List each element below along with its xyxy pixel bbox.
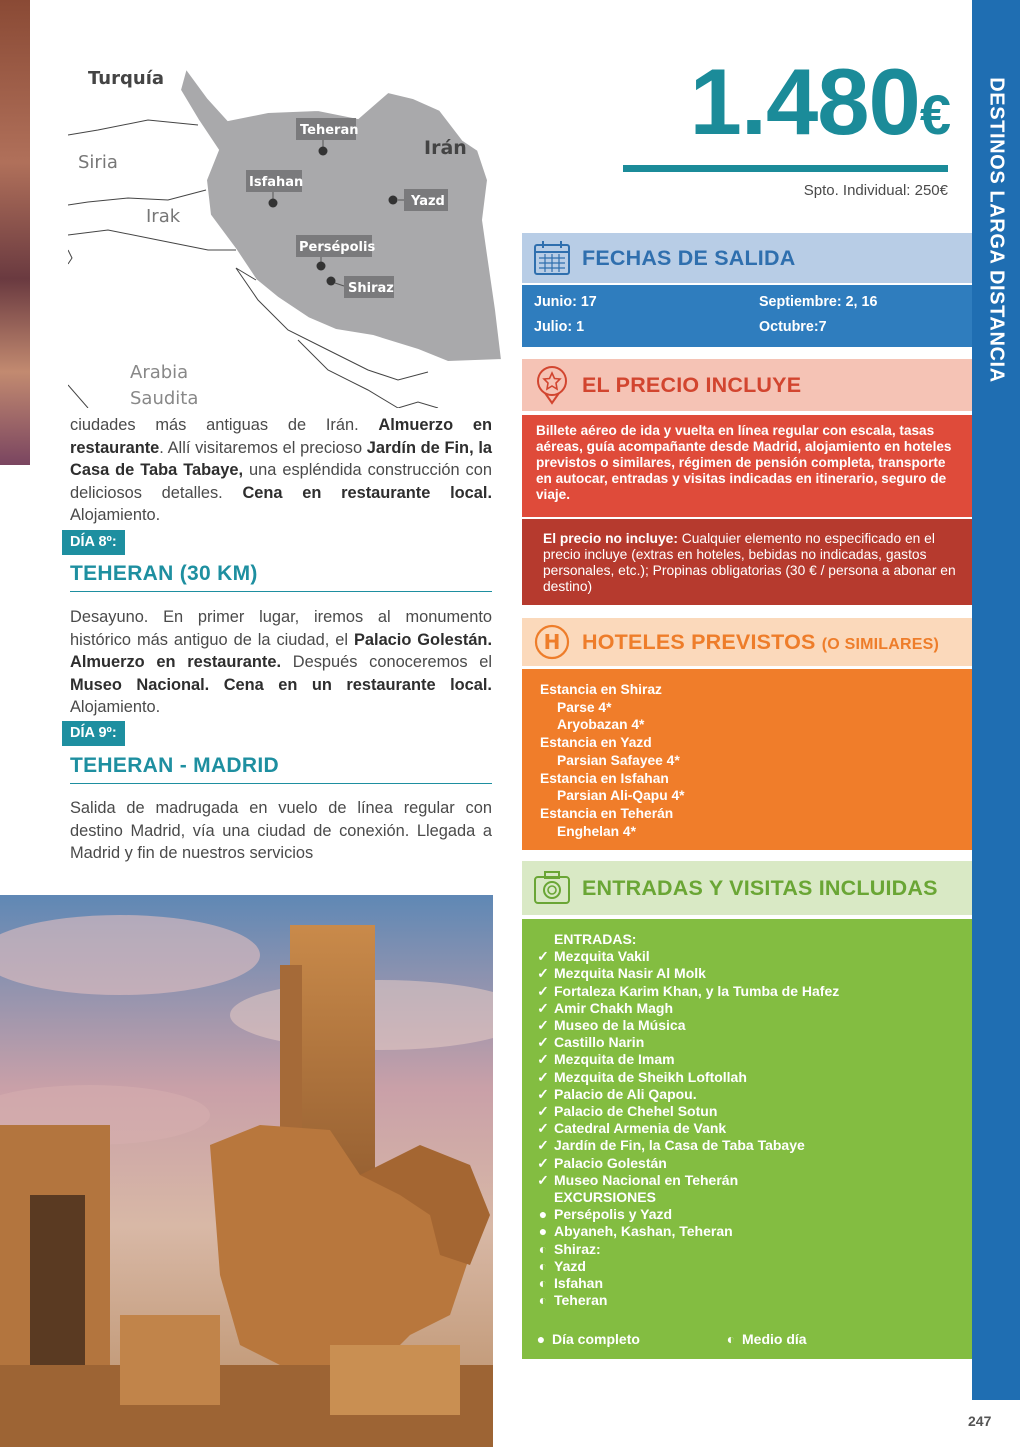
mosque-photo-strip xyxy=(0,0,30,465)
entrada-item-mark: ✓ xyxy=(537,982,549,999)
calendar-icon xyxy=(522,240,582,276)
entrada-item xyxy=(532,1034,962,1051)
entrada-item-text: Mezquita Nasir Al Molk xyxy=(554,965,706,982)
hotel-city: Estancia en Shiraz xyxy=(540,682,662,697)
entrada-item-text: Fortaleza Karim Khan, y la Tumba de Hafez xyxy=(554,982,840,999)
no-incluye-body xyxy=(522,519,972,605)
excursion-item xyxy=(532,1292,962,1309)
entrada-item-mark: ✓ xyxy=(537,1154,549,1171)
excursiones-label-mark xyxy=(532,1189,554,1206)
day8-title: TEHERAN (30 KM) xyxy=(70,562,492,592)
day8-text-1: Desayuno. En primer lugar, iremos al monumento histórico más antiguo de la ciudad, el xyxy=(70,608,492,649)
fechas-body xyxy=(522,285,972,347)
entrada-item xyxy=(532,1017,962,1034)
city-isfahan: Isfahan xyxy=(249,175,304,190)
legend-full-label: Día completo xyxy=(552,1331,640,1347)
entrada-item-text: Jardín de Fin, la Casa de Taba Tabaye xyxy=(554,1137,805,1154)
entrada-item xyxy=(532,1051,962,1068)
fechas-title: FECHAS DE SALIDA xyxy=(582,245,796,270)
entrada-item xyxy=(532,1000,962,1017)
iran-map xyxy=(68,40,508,408)
day8-text-3: Alojamiento. xyxy=(70,698,161,717)
day8-bold-3: Museo Nacional. xyxy=(70,675,210,694)
intro-text-4: Alojamiento. xyxy=(70,506,161,525)
label-iran: Irán xyxy=(424,137,467,159)
hoteles-header xyxy=(522,618,972,666)
excursion-item-mark: ● xyxy=(538,1206,548,1223)
label-arabia: Arabia xyxy=(130,362,189,383)
hoteles-body xyxy=(522,669,972,850)
legend-full-day xyxy=(530,1331,720,1347)
label-irak: Irak xyxy=(146,206,181,227)
persepolis-photo xyxy=(0,895,493,1447)
date-june: Junio: 17 xyxy=(534,294,597,310)
excursion-item xyxy=(532,1223,962,1240)
entrada-item xyxy=(532,1155,962,1172)
intro-text-1: ciudades más antiguas de Irán. xyxy=(70,416,359,434)
excursion-item xyxy=(532,1258,962,1275)
excursion-item-text: Shiraz: xyxy=(554,1240,601,1257)
entrada-item-mark: ✓ xyxy=(537,1085,549,1102)
day8-text-2: Después conoceremos el xyxy=(292,653,492,672)
entrada-item-mark: ✓ xyxy=(537,1051,549,1068)
excursion-item-mark: ◐ xyxy=(538,1292,548,1309)
excursion-item-mark: ◐ xyxy=(538,1240,548,1257)
excursion-item-text: Isfahan xyxy=(554,1275,604,1292)
intro-text-2: . Allí visitaremos el precioso xyxy=(159,438,363,457)
legend-half-day xyxy=(720,1331,807,1347)
hotel-name: Parsian Safayee 4* xyxy=(557,752,680,768)
excursion-item-text: Persépolis y Yazd xyxy=(554,1206,673,1223)
visitas-title: ENTRADAS Y VISITAS INCLUIDAS xyxy=(582,875,938,900)
label-saudita: Saudita xyxy=(130,388,199,408)
entrada-item xyxy=(532,965,962,982)
entrada-item-mark: ✓ xyxy=(537,1137,549,1154)
entrada-item-text: Mezquita de Sheikh Loftollah xyxy=(554,1068,747,1085)
entrada-item-mark: ✓ xyxy=(537,1017,549,1034)
entrada-item-mark: ✓ xyxy=(537,999,549,1016)
entrada-item-mark: ✓ xyxy=(537,965,549,982)
entrada-item xyxy=(532,1172,962,1189)
city-persepolis: Persépolis xyxy=(299,240,376,255)
incluye-header xyxy=(522,359,972,411)
entrada-item xyxy=(532,1137,962,1154)
hotel-city: Estancia en Yazd xyxy=(540,735,652,751)
entrada-item-text: Amir Chakh Magh xyxy=(554,999,674,1016)
excursion-legend xyxy=(530,1331,807,1347)
legend-half-mark: ◐ xyxy=(726,1331,736,1347)
entrada-item-mark: ✓ xyxy=(537,1034,549,1051)
date-july: Julio: 1 xyxy=(534,319,585,335)
entrada-item xyxy=(532,1120,962,1137)
intro-bold-3: Cena en restaurante local. xyxy=(242,483,492,502)
excursion-item-mark: ● xyxy=(538,1223,548,1240)
excursion-item-text: Teheran xyxy=(554,1292,608,1309)
page-number: 247 xyxy=(968,1413,992,1429)
entrada-item-text: Palacio Golestán xyxy=(554,1154,667,1171)
city-shiraz: Shiraz xyxy=(348,281,394,296)
visitas-body xyxy=(522,919,972,1359)
entrada-item-text: Palacio de Chehel Sotun xyxy=(554,1103,718,1120)
day8-bold-1: Palacio Golestán. xyxy=(353,630,492,649)
day9-tag: DÍA 9º: xyxy=(62,721,125,746)
hotel-city: Estancia en Teherán xyxy=(540,805,674,821)
hotel-h-icon xyxy=(522,623,582,661)
excursion-item xyxy=(532,1275,962,1292)
incluye-body: Billete aéreo de ida y vuelta en línea regular con escala, tasas aéreas, guía acompañante desde Madrid, alojamiento en hoteles previstos o similares, régimen de pensión completa, transporte en autocar, entradas y visitas indicadas en itinerario, seguro de viaje. xyxy=(522,415,972,517)
entrada-item xyxy=(532,983,962,1000)
entrada-item-mark: ✓ xyxy=(537,1120,549,1137)
date-september: Septiembre: 2, 16 xyxy=(759,294,878,310)
excursion-item xyxy=(532,1241,962,1258)
visitas-header xyxy=(522,861,972,915)
incluye-title: EL PRECIO INCLUYE xyxy=(582,372,802,397)
entrada-item-text: Catedral Armenia de Vank xyxy=(554,1120,727,1137)
entrada-item-text: Mezquita de Imam xyxy=(554,1051,675,1068)
excursion-item xyxy=(532,1206,962,1223)
intro-bold-2: Jardín de Fin, la Casa de Taba Tabaye, xyxy=(70,438,492,480)
entradas-label-mark xyxy=(532,931,554,948)
day9-paragraph: Salida de madrugada en vuelo de línea regular con destino Madrid, vía una ciudad de conexión. Llegada a Madrid y fin de nuestros servicios xyxy=(70,799,492,863)
price-underline xyxy=(623,165,948,172)
camera-icon xyxy=(522,869,582,907)
city-teheran: Teheran xyxy=(300,123,359,138)
entradas-label xyxy=(532,931,962,948)
excursion-item-mark: ◐ xyxy=(538,1257,548,1274)
entrada-item-text: Mezquita Vakil xyxy=(554,948,650,965)
excursiones-label-text: EXCURSIONES xyxy=(554,1189,656,1206)
entrada-item-mark: ✓ xyxy=(537,948,549,965)
entrada-item-text: Castillo Narin xyxy=(554,1034,645,1051)
hoteles-subtitle: (O SIMILARES) xyxy=(821,635,940,653)
svg-text:H: H xyxy=(543,630,561,654)
excursiones-label xyxy=(532,1189,962,1206)
price xyxy=(620,49,950,165)
entrada-item-mark: ✓ xyxy=(537,1171,549,1188)
day9-title: TEHERAN - MADRID xyxy=(70,754,492,784)
entrada-item xyxy=(532,1103,962,1120)
entrada-item-mark: ✓ xyxy=(537,1068,549,1085)
intro-text-3: una espléndida construcción con deliciosos detalles. xyxy=(70,461,492,502)
day8-bold-2: Almuerzo en restaurante. xyxy=(70,653,282,672)
excursion-item-text: Yazd xyxy=(554,1257,586,1274)
entrada-item xyxy=(532,1086,962,1103)
single-supplement: Spto. Individual: 250€ xyxy=(803,182,948,199)
entrada-item xyxy=(532,948,962,965)
date-october: Octubre:7 xyxy=(759,319,827,335)
city-yazd: Yazd xyxy=(411,194,445,209)
entrada-item xyxy=(532,1069,962,1086)
hoteles-title: HOTELES PREVISTOS xyxy=(582,629,816,654)
day8-paragraph xyxy=(70,606,492,719)
entrada-item-text: Palacio de Ali Qapou. xyxy=(554,1085,697,1102)
hotel-name: Parsian Ali-Qapu 4* xyxy=(557,788,685,804)
day8-bold-4: Cena en un restaurante local. xyxy=(223,675,492,694)
price-currency: € xyxy=(919,83,950,146)
entrada-item-mark: ✓ xyxy=(537,1103,549,1120)
badge-star-icon xyxy=(522,365,582,405)
excursion-item-text: Abyaneh, Kashan, Teheran xyxy=(554,1223,733,1240)
legend-full-mark: ● xyxy=(536,1331,546,1347)
hotel-name: Aryobazan 4* xyxy=(557,717,645,733)
intro-paragraph xyxy=(70,414,492,527)
entrada-item-text: Museo Nacional en Teherán xyxy=(554,1171,739,1188)
hotel-name: Enghelan 4* xyxy=(557,823,636,839)
entradas-label-text: ENTRADAS: xyxy=(554,931,637,947)
excursion-item-mark: ◐ xyxy=(538,1275,548,1292)
hotel-city: Estancia en Isfahan xyxy=(540,770,669,786)
no-incluye-text: Cualquier elemento no especificado en el precio incluye (extras en hoteles, bebidas no indicadas, gastos personales, etc.); Propinas obligatorias (30 € / persona a abonar en destino) xyxy=(543,531,956,594)
side-label: DESTINOS LARGA DISTANCIA xyxy=(985,77,1008,383)
day8-tag: DÍA 8º: xyxy=(62,530,125,555)
no-incluye-label: El precio no incluye: xyxy=(543,531,678,546)
legend-half-label: Medio día xyxy=(742,1331,807,1347)
label-siria: Siria xyxy=(78,152,118,173)
label-turquia: Turquía xyxy=(88,68,165,89)
price-amount: 1.480 xyxy=(689,49,920,154)
hotel-name: Parse 4* xyxy=(557,699,612,715)
iran-shape xyxy=(180,68,502,362)
fechas-header xyxy=(522,233,972,283)
intro-bold-1: Almuerzo en restaurante xyxy=(70,416,492,457)
entrada-item-text: Museo de la Música xyxy=(554,1017,686,1034)
